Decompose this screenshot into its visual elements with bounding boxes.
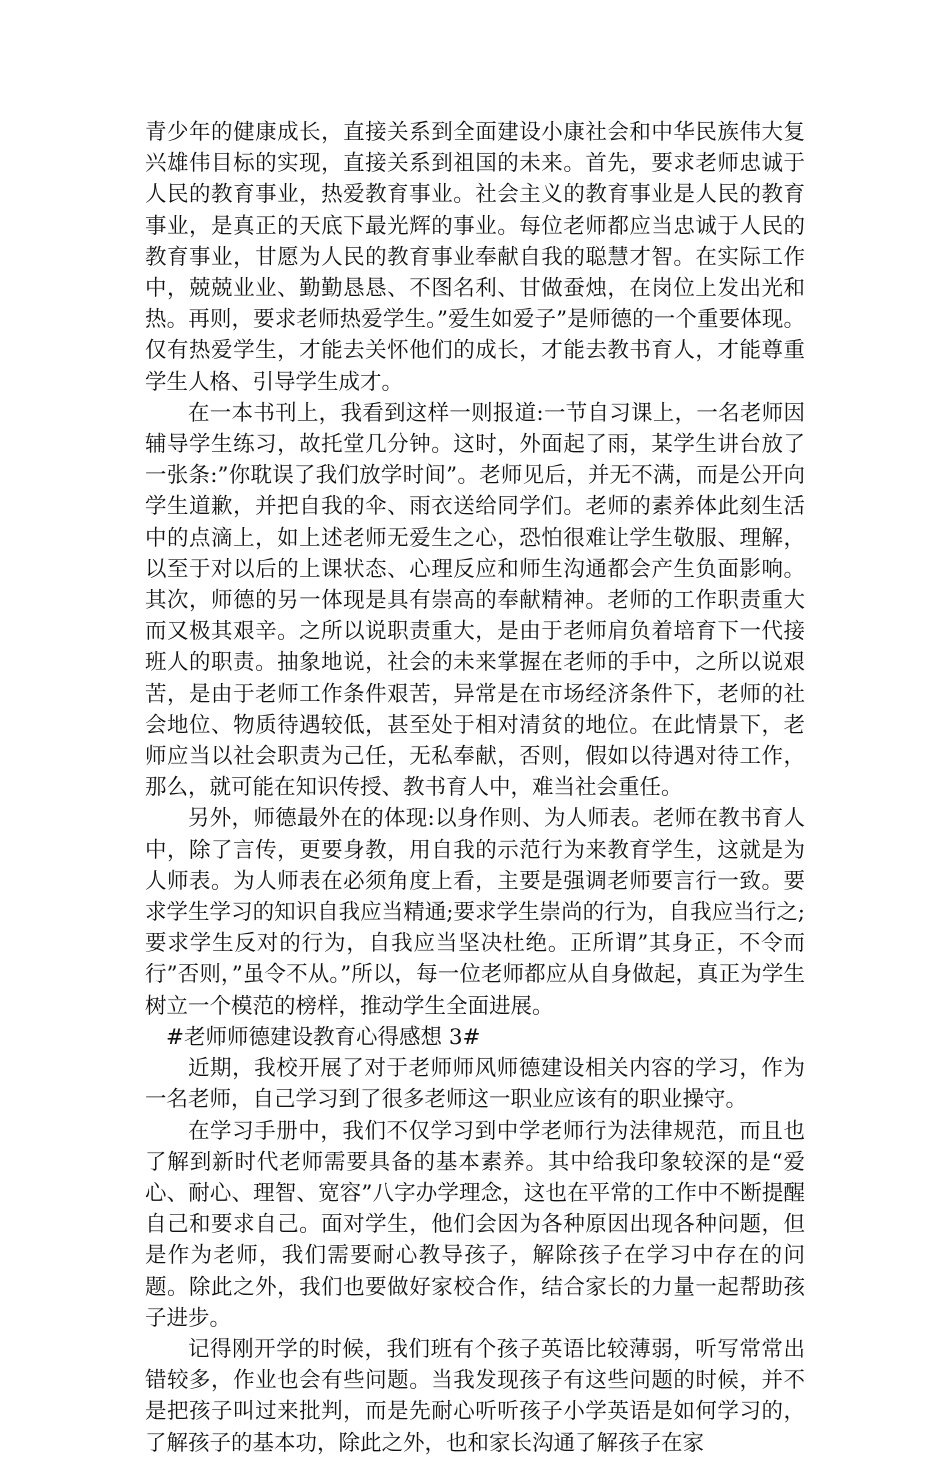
paragraph-2: 在一本书刊上，我看到这样一则报道:一节自习课上，一名老师因辅导学生练习，故托堂几分钟。这时，外面起了雨，某学生讲台放了一张条:”你耽误了我们放学时间”。老师见后，并无不满，而是公开向学生道歉，并把自我的伞、雨衣送给同学们。老师的素养体此刻生活中的点滴上，如上述老师无爱生之心，恐怕很难让学生敬服、理解，以至于对以后的上课状态、心理反应和师生沟通都会产生负面影响。其次，师德的另一体现是具有崇高的奉献精神。老师的工作职责重大而又极其艰辛。之所以说职责重大，是由于老师肩负着培育下一代接班人的职责。抽象地说，社会的未来掌握在老师的手中，之所以说艰苦，是由于老师工作条件艰苦，异常是在市场经济条件下，老师的社会地位、物质待遇较低，甚至处于相对清贫的地位。在此情景下，老师应当以社会职责为己任，无私奉献，否则，假如以待遇对待工作，那么，就可能在知识传授、教书育人中，难当社会重任。 xyxy=(145,400,805,801)
paragraph-4: 近期，我校开展了对于老师师风师德建设相关内容的学习，作为一名老师，自己学习到了很多老师这一职业应该有的职业操守。 xyxy=(145,1056,805,1113)
section-heading: #老师师德建设教育心得感想 3# xyxy=(166,1024,481,1050)
paragraph-5: 在学习手册中，我们不仅学习到中学老师行为法律规范，而且也了解到新时代老师需要具备的基本素养。其中给我印象较深的是“爱心、耐心、理智、宽容”八字办学理念，这也在平常的工作中不断提醒自己和要求自己。面对学生，他们会因为各种原因出现各种问题，但是作为老师，我们需要耐心教导孩子，解除孩子在学习中存在的问题。除此之外，我们也要做好家校合作，结合家长的力量一起帮助孩子进步。 xyxy=(145,1118,805,1331)
paragraph-6: 记得刚开学的时候，我们班有个孩子英语比较薄弱，听写常常出错较多，作业也会有些问题。当我发现孩子有这些问题的时候，并不是把孩子叫过来批判，而是先耐心听听孩子小学英语是如何学习的，了解孩子的基本功，除此之外，也和家长沟通了解孩子在家 xyxy=(145,1336,805,1456)
paragraph-3: 另外，师德最外在的体现:以身作则、为人师表。老师在教书育人中，除了言传，更要身教，用自我的示范行为来教育学生，这就是为人师表。为人师表在必须角度上看，主要是强调老师要言行一致。要求学生学习的知识自我应当精通;要求学生崇尚的行为，自我应当行之;要求学生反对的行为，自我应当坚决杜绝。正所谓”其身正，不令而行”否则，”虽令不从。”所以，每一位老师都应从自身做起，真正为学生树立一个模范的榜样，推动学生全面进展。 xyxy=(145,806,805,1019)
document-page xyxy=(145,117,805,1459)
paragraph-1: 青少年的健康成长，直接关系到全面建设小康社会和中华民族伟大复兴雄伟目标的实现，直接关系到祖国的未来。首先，要求老师忠诚于人民的教育事业，热爱教育事业。社会主义的教育事业是人民的教育事业，是真正的天底下最光辉的事业。每位老师都应当忠诚于人民的教育事业，甘愿为人民的教育事业奉献自我的聪慧才智。在实际工作中，兢兢业业、勤勤恳恳、不图名利、甘做蚕烛，在岗位上发出光和热。再则，要求老师热爱学生。”爱生如爱子”是师德的一个重要体现。仅有热爱学生，才能去关怀他们的成长，才能去教书育人，才能尊重学生人格、引导学生成才。 xyxy=(145,120,805,395)
